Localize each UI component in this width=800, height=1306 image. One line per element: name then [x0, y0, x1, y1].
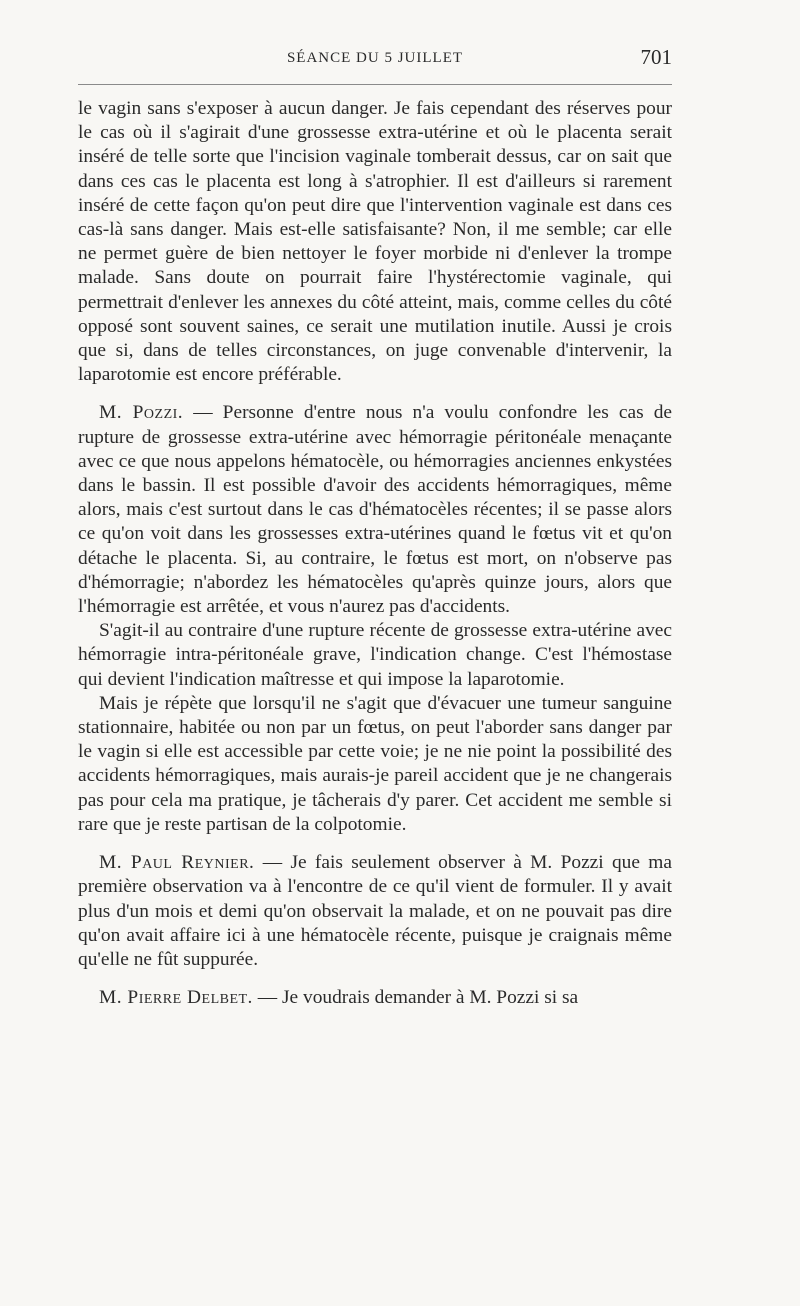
paragraph-continued [78, 97, 672, 387]
paragraph-text: Mais je répète que lorsqu'il ne s'agit que d'évacuer une tumeur sanguine stationnaire, habitée ou non par un fœtus, on peut l'aborder sans danger par le vagin si elle est accessible par cette voie; je ne nie point la possibilité des accidents hémorragiques, mais aurais-je pareil accident que je ne changerais pas pour cela ma pratique, je tâcherais d'y parer. Cet accident me semble si rare que je reste partisan de la colpotomie. [78, 692, 672, 835]
paragraph-text: — Je voudrais demander à M. Pozzi si sa [252, 987, 579, 1009]
paragraph-rupture [78, 619, 672, 692]
paragraph-text: le vagin sans s'exposer à aucun danger. Je fais cependant des réserves pour le cas où il s'agirait d'une grossesse extra-utérine et où le placenta serait inséré de telle sorte que l'incision vaginale tomberait dessus, car on sait que dans ces cas le placenta est long à s'atrophier. Il est d'ailleurs si rarement inséré de cette façon qu'on peut dire que l'intervention vaginale est dans ces cas-là sans danger. Mais est-elle satisfaisante? Non, il me semble; car elle ne permet guère de bien nettoyer le foyer morbide ni d'enlever la trompe malade. Sans doute on pourrait faire l'hystérectomie vaginale, qui permettrait d'enlever les annexes du côté atteint, mais, comme celles du côté opposé sont souvent saines, ce serait une mutilation inutile. Aussi je crois que si, dans de telles circonstances, on juge convenable d'intervenir, la laparotomie est encore préférable. [78, 98, 672, 386]
speaker-name: M. Pozzi. [99, 402, 184, 424]
paragraph-text: — Je fais seulement observer à M. Pozzi que ma première observation va à l'encontre de ce qu'il vient de formuler. Il y avait plus d'un mois et demi qu'on observait la malade, et on ne pouvait pas dire qu'on avait affaire ici à une hématocèle récente, puisque je craignais même qu'elle ne fût suppurée. [78, 852, 672, 970]
page-number: 701 [640, 45, 672, 69]
header-rule [78, 84, 672, 85]
paragraph-text: S'agit-il au contraire d'une rupture récente de grossesse extra-utérine avec hémorragie intra-péritonéale grave, l'indication change. C'est l'hémostase qui devient l'indication maîtresse et qui impose la laparotomie. [78, 620, 672, 690]
speaker-name: M. Paul Reynier. [99, 852, 255, 874]
running-head [78, 42, 672, 74]
paragraph-delbet [78, 986, 672, 1010]
speaker-name: M. Pierre Delbet. [99, 987, 253, 1009]
paragraph-pozzi [78, 401, 672, 619]
paragraph-reynier [78, 851, 672, 972]
running-title: SÉANCE DU 5 JUILLET [286, 50, 464, 66]
paragraph-text: — Personne d'entre nous n'a voulu confondre les cas de rupture de grossesse extra-utérine avec hémorragie péritonéale menaçante avec ce que nous appelons hématocèle, ou hémorragies anciennes enkystées dans le bassin. Il est possible d'avoir des accidents hémorragiques, même alors, mais c'est surtout dans le cas d'hématocèles récentes; il se passe alors ce qu'on voit dans les grossesses extra-utérines quand le fœtus vit et qu'on détache le placenta. Si, au contraire, le fœtus est mort, on n'observe pas d'hémorragie; n'abordez les hématocèles qu'après quinze jours, alors que l'hémorragie est arrêtée, et vous n'aurez pas d'accidents. [78, 402, 672, 618]
body-text [78, 97, 672, 1010]
paragraph-colpotomie [78, 692, 672, 837]
